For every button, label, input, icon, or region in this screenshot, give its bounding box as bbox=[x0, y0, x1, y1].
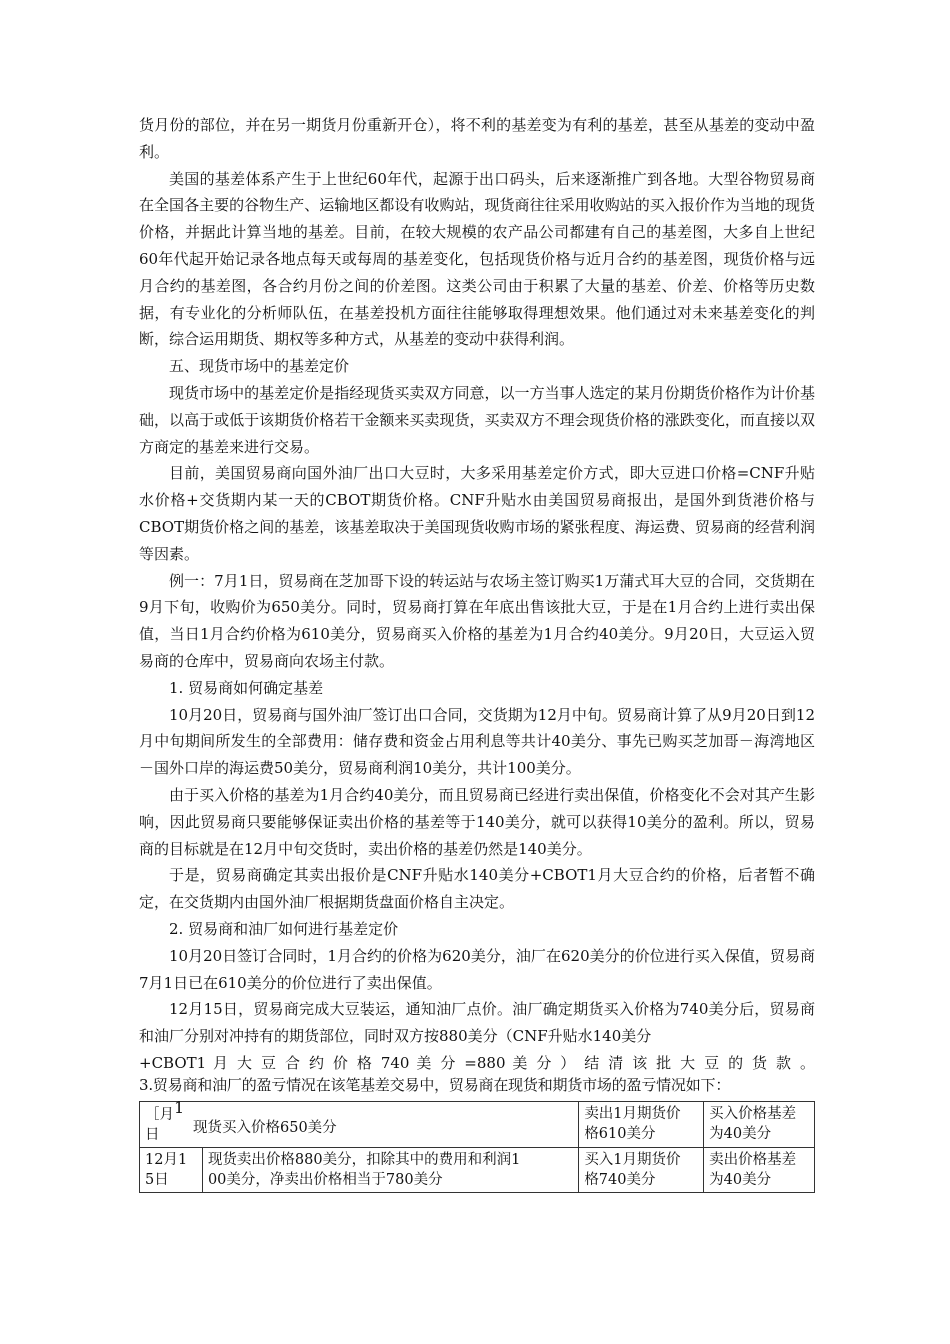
date-cell-text: 5日 bbox=[145, 1172, 169, 1188]
paragraph-continuation: 货月份的部位，并在另一期货月份重新开仓），将不利的基差变为有利的基差，甚至从基差的变动中盈利。 bbox=[139, 116, 815, 161]
paragraph-costs: 10月20日，贸易商与国外油厂签订出口合同，交货期为12月中旬。贸易商计算了从9月20日到12月中旬期间所发生的全部费用：储存费和资金占用利息等共计40美分、事先已购买芝加哥－海湾地区－国外口岸的海运费50美分，贸易商利润10美分，共计100美分。 bbox=[139, 705, 815, 778]
basis-text: 为40美分 bbox=[709, 1126, 772, 1142]
table-cell-row2-date bbox=[140, 1148, 203, 1193]
date-cell-text: ［月 bbox=[145, 1107, 174, 1123]
date-superscript: 1 bbox=[174, 1098, 185, 1117]
paragraph-basis-system: 美国的基差体系产生于上世纪60年代，起源于出口码头，后来逐渐推广到各地。大型谷物贸易商在全国各主要的谷物生产、运输地区都设有收购站，现货商往往采用收购站的买入报价作为当地的现货价格，并据此计算当地的基差。目前，在较大规模的农产品公司都建有自己的基差图，大多自上世纪60年代起开始记录各地点每天或每周的基差变化，包括现货价格与近月合约的基差图，现货价格与远月合约的基差图，各合约月份之间的价差图。这类公司由于积累了大量的基差、价差、价格等历史数据，有专业化的分析师队伍，在基差投机方面往往能够取得理想效果。他们通过对未来基差变化的判断，综合运用期货、期权等多种方式，从基差的变动中获得利润。 bbox=[139, 169, 815, 349]
table-row bbox=[140, 1102, 815, 1148]
table-cell-row1-spot bbox=[140, 1098, 579, 1148]
spot-sell-text: 现货卖出价格880美分，扣除其中的费用和利润1 bbox=[207, 1152, 521, 1168]
futures-text: 买入1月期货价 bbox=[584, 1152, 681, 1168]
spot-sell-text: 00美分，净卖出价格相当于780美分 bbox=[207, 1172, 443, 1188]
date-cell-text: 12月1 bbox=[145, 1152, 188, 1168]
paragraph-settlement-end: +CBOT1 月 大 豆 合 约 价 格 740 美 分 =880 美 分 ） 结 清 该 批 大 豆 的 货 款 。 bbox=[139, 1053, 815, 1072]
table-cell-row2-futures bbox=[579, 1148, 704, 1193]
table-row bbox=[140, 1148, 815, 1193]
basis-text: 买入价格基差 bbox=[709, 1106, 797, 1122]
subheading-2: 2. 贸易商和油厂如何进行基差定价 bbox=[169, 919, 399, 938]
date-cell-text: 日 bbox=[145, 1127, 160, 1143]
futures-text: 格740美分 bbox=[584, 1172, 656, 1188]
spot-buy-text: 现货买入价格650美分 bbox=[193, 1120, 337, 1136]
table-cell-row2-spot bbox=[202, 1148, 578, 1193]
paragraph-quote: 于是，贸易商确定其卖出报价是CNF升贴水140美分+CBOT1月大豆合约的价格，后者暂不确定，在交货期内由国外油厂根据期货盘面价格自主决定。 bbox=[139, 866, 815, 912]
paragraph-profit: 由于买入价格的基差为1月合约40美分，而且贸易商已经进行卖出保值，价格变化不会对其产生影响，因此贸易商只要能够保证卖出价格的基差等于140美分，就可以获得10美分的盈利。所以，贸易商的目标就是在12月中旬交货时，卖出价格的基差仍然是140美分。 bbox=[139, 785, 815, 858]
table-cell-row1-futures bbox=[579, 1102, 704, 1148]
paragraph-basis-pricing-definition: 现货市场中的基差定价是指经现货买卖双方同意，以一方当事人选定的某月份期货价格作为计价基础，以高于或低于该期货价格若干金额来买卖现货，买卖双方不理会现货价格的涨跌变化，而直接以双方商定的基差来进行交易。 bbox=[139, 383, 815, 456]
paragraph-us-exports: 目前，美国贸易商向国外油厂出口大豆时，大多采用基差定价方式，即大豆进口价格=CNF升贴水价格+交货期内某一天的CBOT期货价格。CNF升贴水由美国贸易商报出，是国外到货港价格与CBOT期货价格之间的基差，该基差取决于美国现货收购市场的紧张程度、海运费、贸易商的经营利润等因素。 bbox=[139, 464, 815, 563]
basis-text: 为40美分 bbox=[709, 1172, 772, 1188]
basis-text: 卖出价格基差 bbox=[709, 1152, 797, 1168]
paragraph-pnl-intro: 3.贸易商和油厂的盈亏情况在该笔基差交易中，贸易商在现货和期货市场的盈亏情况如下： bbox=[139, 1075, 731, 1094]
paragraph-example-one: 例一：7月1日，贸易商在芝加哥下设的转运站与农场主签订购买1万蒲式耳大豆的合同，交货期在9月下旬，收购价为650美分。同时，贸易商打算在年底出售该批大豆，于是在1月合约上进行卖出保值，当日1月合约价格为610美分，贸易商买入价格的基差为1月合约40美分。9月20日，大豆运入贸易商的仓库中，贸易商向农场主付款。 bbox=[139, 571, 815, 670]
section-heading-5: 五、现货市场中的基差定价 bbox=[169, 357, 350, 376]
futures-text: 卖出1月期货价 bbox=[584, 1106, 681, 1122]
subheading-1: 1. 贸易商如何确定基差 bbox=[169, 678, 324, 697]
paragraph-settlement: 12月15日，贸易商完成大豆装运，通知油厂点价。油厂确定期货买入价格为740美分后，贸易商和油厂分别对冲持有的期货部位，同时双方按880美分（CNF升贴水140美分 bbox=[139, 1000, 815, 1046]
table-cell-row2-basis bbox=[704, 1148, 815, 1193]
futures-text: 格610美分 bbox=[584, 1126, 656, 1142]
table-cell-row1-basis bbox=[704, 1102, 815, 1148]
pnl-table bbox=[139, 1098, 815, 1193]
document-body bbox=[139, 112, 815, 1098]
paragraph-contract: 10月20日签订合同时，1月合约的价格为620美分，油厂在620美分的价位进行买入保值，贸易商7月1日已在610美分的价位进行了卖出保值。 bbox=[139, 946, 815, 992]
